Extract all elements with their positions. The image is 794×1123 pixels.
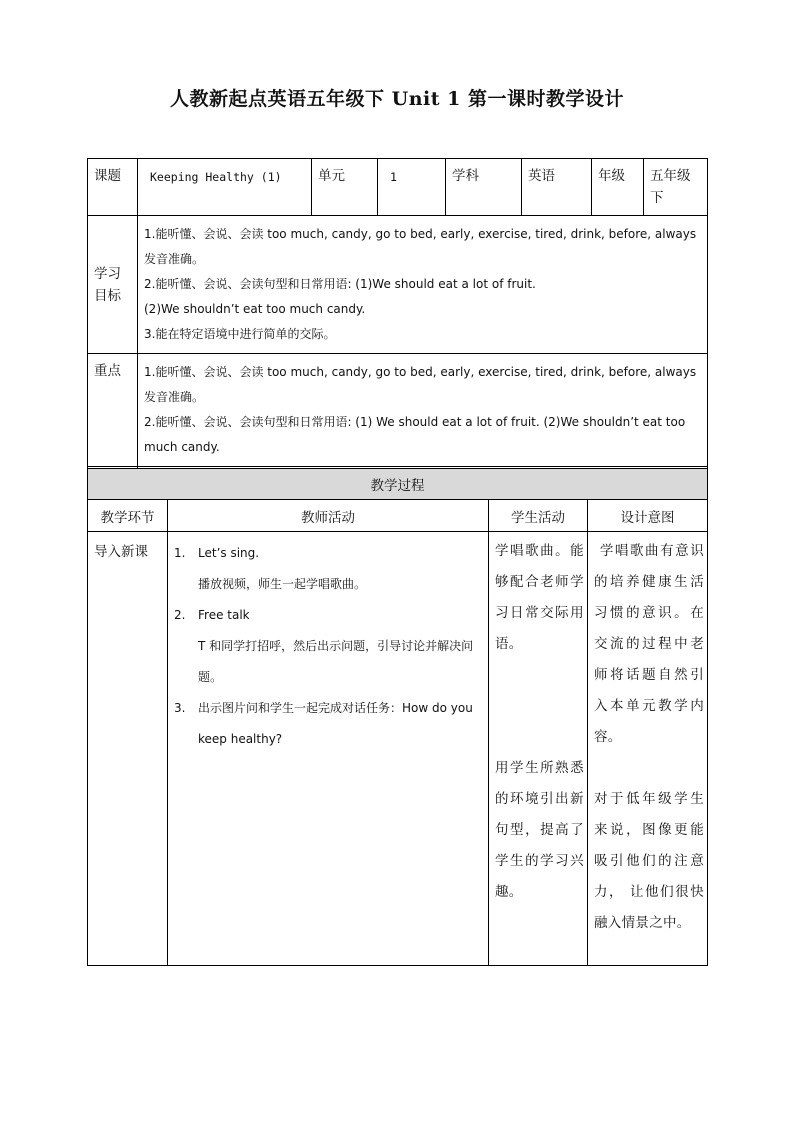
step-item [174, 538, 484, 600]
goal-item: 1.能听懂、会说、会读 too much, candy, go to bed, early, exercise, tired, drink, before, always 发音准确。 [144, 227, 697, 266]
step-item [174, 693, 484, 755]
header-student-activity: 学生活动 [489, 500, 588, 532]
header-stage: 教学环节 [88, 500, 168, 532]
student-activity-text: 用学生所熟悉的环境引出新句型，提高了学生的学习兴趣。 [495, 760, 584, 900]
header-design-intent: 设计意图 [588, 500, 708, 532]
header-teacher-activity: 教师活动 [168, 500, 489, 532]
design-intent-text: 对于低年级学生来说，图像更能吸引他们的注意力， 让他们很快融入情景之中。 [594, 791, 704, 931]
step-detail: T 和同学打招呼，然后出示问题，引导讨论并解决问题。 [198, 639, 474, 684]
process-band-title: 教学过程 [88, 469, 708, 500]
student-activity-cell [489, 532, 588, 966]
key-point-item: 1.能听懂、会说、会读 too much, candy, go to bed, early, exercise, tired, drink, before, always 发音准确。 [144, 365, 697, 404]
subject-value: 英语 [522, 159, 592, 216]
step-item [174, 600, 484, 693]
grade-label: 年级 [592, 159, 644, 216]
goal-item: 3.能在特定语境中进行简单的交际。 [144, 327, 336, 341]
step-number: 2. [174, 608, 186, 622]
step-detail: 播放视频，师生一起学唱歌曲。 [198, 577, 367, 591]
design-intent-cell [588, 532, 708, 966]
goal-item: 2.能听懂、会说、会读句型和日常用语: (1)We should eat a lot of fruit. [144, 277, 536, 291]
document-title: 人教新起点英语五年级下 Unit 1 第一课时教学设计 [170, 88, 624, 110]
lesson-info-table [87, 158, 708, 496]
goal-item: (2)We shouldn’t eat too much candy. [144, 302, 366, 316]
subject-label: 学科 [446, 159, 522, 216]
topic-label: 课题 [88, 159, 138, 216]
key-point-item: 2.能听懂、会说、会读句型和日常用语: (1) We should eat a lot of fruit. (2)We shouldn’t eat too much candy. [144, 415, 686, 454]
key-points-label: 重点 [88, 354, 138, 467]
goals-label: 学习目标 [88, 216, 138, 354]
step-title: Free talk [198, 608, 250, 622]
teacher-activity-cell [168, 532, 489, 966]
topic-value: Keeping Healthy (1) [138, 159, 312, 216]
grade-value: 五年级下 [644, 159, 708, 216]
goals-content [138, 216, 708, 354]
stage-cell: 导入新课 [88, 532, 168, 966]
step-number: 1. [174, 546, 186, 560]
design-intent-text: 学唱歌曲有意识的培养健康生活习惯的意识。在交流的过程中老师将话题自然引入本单元教学内容。 [594, 543, 704, 745]
step-title: Let’s sing. [198, 546, 260, 560]
student-activity-text: 学唱歌曲。能够配合老师学习日常交际用语。 [495, 543, 584, 652]
step-title: 出示图片问和学生一起完成对话任务：How do you keep healthy? [198, 701, 473, 746]
unit-label: 单元 [312, 159, 378, 216]
step-number: 3. [174, 701, 186, 715]
teaching-process-table [87, 468, 708, 966]
unit-value: 1 [378, 159, 446, 216]
key-points-content [138, 354, 708, 467]
